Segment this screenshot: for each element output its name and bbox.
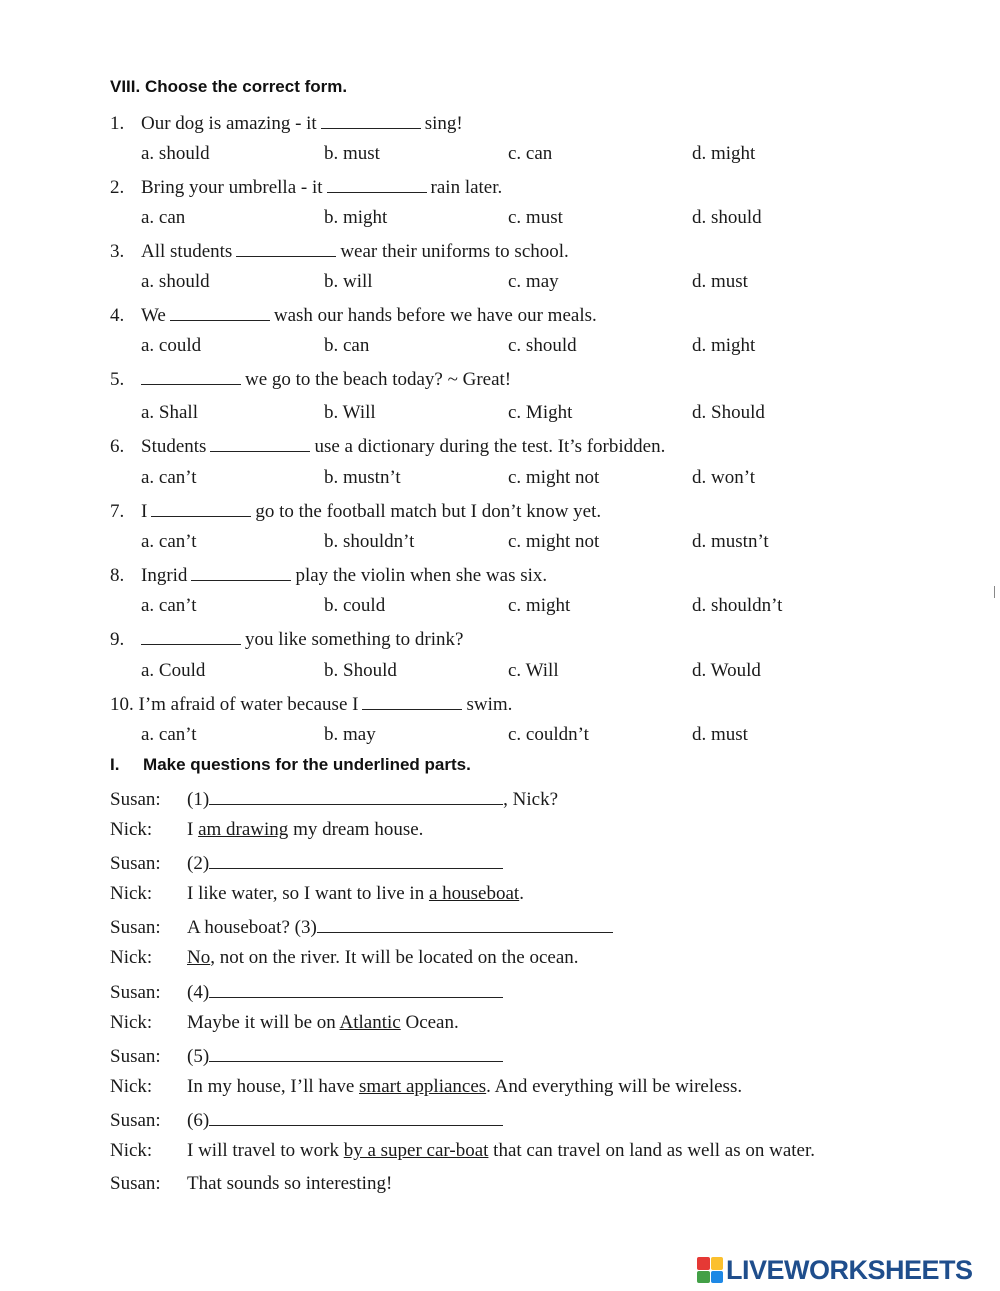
line-text: A houseboat? (3) [187,917,317,938]
answer-line[interactable] [317,915,613,933]
dialogue-line-3 [110,851,503,875]
option-d[interactable]: d. mustn’t [692,531,769,552]
answer-blank[interactable] [191,563,291,581]
dialogue-line-10 [110,1076,742,1098]
option-b[interactable]: b. might [324,207,388,228]
answer-line[interactable] [209,1108,503,1126]
answer-blank[interactable] [151,499,251,517]
logo-square-green [697,1271,710,1284]
question-number: 10. [110,694,134,715]
option-c[interactable]: c. must [508,207,563,228]
question-number: 5. [110,369,125,390]
line-text: That sounds so interesting! [187,1173,393,1194]
section-i-heading: I. Make questions for the underlined parts. [110,755,471,774]
option-d[interactable]: d. should [692,207,762,228]
dialogue-line-2 [110,819,423,841]
question-3 [110,239,569,263]
answer-blank[interactable] [170,303,270,321]
option-d[interactable]: d. must [692,271,748,292]
question-text-after: swim. [466,694,513,715]
question-text-after: use a dictionary during the test. It’s forbidden. [314,436,666,457]
speaker: Nick: [110,819,153,840]
answer-blank[interactable] [327,175,427,193]
option-d[interactable]: d. Should [692,402,765,423]
dialogue-line-8 [110,1012,459,1034]
underlined-part: Atlantic [339,1012,401,1033]
option-a[interactable]: a. can [141,207,186,228]
option-d[interactable]: d. shouldn’t [692,595,783,616]
speaker: Nick: [110,1076,153,1097]
question-text-after: sing! [424,113,463,134]
question-10 [110,692,512,716]
question-text-after: rain later. [430,177,503,198]
answer-blank[interactable] [210,434,310,452]
option-a[interactable]: a. should [141,143,210,164]
option-a[interactable]: a. should [141,271,210,292]
dialogue-line-5 [110,915,613,939]
question-number: 3. [110,241,125,262]
dialogue-line-4 [110,883,524,905]
dialogue-line-13 [110,1173,392,1195]
option-b[interactable]: b. Should [324,660,397,681]
line-text: (1) [187,789,210,810]
answer-line[interactable] [209,851,503,869]
question-text-after: you like something to drink? [245,629,464,650]
line-text: (2) [187,853,210,874]
option-d[interactable]: d. won’t [692,467,755,488]
question-text-before: I [141,501,148,522]
option-b[interactable]: b. will [324,271,373,292]
option-b[interactable]: b. can [324,335,370,356]
option-c[interactable]: c. should [508,335,577,356]
line-text: In my house, I’ll have [187,1076,360,1097]
question-5 [110,367,511,391]
question-text-after: wear their uniforms to school. [340,241,569,262]
line-text: (6) [187,1110,210,1131]
question-4 [110,303,597,327]
option-b[interactable]: b. may [324,724,376,745]
option-d[interactable]: d. Would [692,660,761,681]
question-number: 8. [110,565,125,586]
speaker: Nick: [110,947,153,968]
line-text-after: , Nick? [503,789,559,810]
question-number: 6. [110,436,125,457]
question-text-before: All students [141,241,233,262]
option-c[interactable]: c. might not [508,531,600,552]
speaker: Susan: [110,1173,161,1194]
speaker: Susan: [110,1046,161,1067]
line-text-after: . And everything will be wireless. [486,1076,743,1097]
question-6 [110,434,665,458]
question-text-before: Bring your umbrella - it [141,177,323,198]
line-text: Maybe it will be on [187,1012,340,1033]
option-a[interactable]: a. can’t [141,531,197,552]
answer-line[interactable] [209,787,503,805]
question-text-before: Ingrid [141,565,188,586]
option-c[interactable]: c. Might [508,402,573,423]
answer-blank[interactable] [141,367,241,385]
line-text-after: . [519,883,524,904]
option-a[interactable]: a. can’t [141,595,197,616]
option-b[interactable]: b. must [324,143,380,164]
question-7 [110,499,601,523]
option-c[interactable]: c. Will [508,660,559,681]
option-b[interactable]: b. mustn’t [324,467,401,488]
underlined-part: am drawing [198,819,289,840]
option-c[interactable]: c. couldn’t [508,724,589,745]
option-a[interactable]: a. can’t [141,724,197,745]
question-number: 2. [110,177,125,198]
answer-line[interactable] [209,1044,503,1062]
question-2 [110,175,502,199]
stray-mark [994,586,995,598]
option-a[interactable]: a. Shall [141,402,198,423]
underlined-part: smart appliances [359,1076,487,1097]
line-text-after: that can travel on land as well as on water. [488,1140,816,1161]
option-a[interactable]: a. Could [141,660,206,681]
question-text-before: Students [141,436,207,457]
option-a[interactable]: a. can’t [141,467,197,488]
speaker: Nick: [110,883,153,904]
option-d[interactable]: d. might [692,143,756,164]
speaker: Nick: [110,1140,153,1161]
line-text-after: , not on the river. It will be located on the ocean. [210,947,579,968]
option-c[interactable]: c. might not [508,467,600,488]
speaker: Susan: [110,1110,161,1131]
speaker: Nick: [110,1012,153,1033]
underlined-part: a houseboat [428,883,520,904]
question-text-before: We [141,305,166,326]
logo-text: LIVEWORKSHEETS [726,1254,973,1285]
question-number: 9. [110,629,125,650]
line-text: I [187,819,199,840]
line-text: (5) [187,1046,210,1067]
question-9 [110,627,463,651]
option-b[interactable]: b. could [324,595,386,616]
dialogue-line-7 [110,980,503,1004]
speaker: Susan: [110,982,161,1003]
answer-blank[interactable] [141,627,241,645]
speaker: Susan: [110,917,161,938]
question-number: 1. [110,113,125,134]
dialogue-line-1 [110,787,558,811]
question-number: 4. [110,305,125,326]
option-d[interactable]: d. might [692,335,756,356]
speaker: Susan: [110,853,161,874]
option-a[interactable]: a. could [141,335,202,356]
answer-blank[interactable] [321,111,421,129]
question-text-after: wash our hands before we have our meals. [273,305,597,326]
option-b[interactable]: b. shouldn’t [324,531,415,552]
logo-mark-icon [697,1257,723,1283]
line-text-after: my dream house. [288,819,424,840]
option-c[interactable]: c. can [508,143,553,164]
logo-square-yellow [711,1257,724,1270]
option-c[interactable]: c. might [508,595,571,616]
question-8 [110,563,547,587]
question-text-after: we go to the beach today? ~ Great! [245,369,512,390]
question-text-after: play the violin when she was six. [295,565,548,586]
option-c[interactable]: c. may [508,271,559,292]
line-text: (4) [187,982,210,1003]
line-text-after: Ocean. [400,1012,459,1033]
dialogue-line-9 [110,1044,503,1068]
dialogue-line-11 [110,1108,503,1132]
question-text-before: Our dog is amazing - it [141,113,317,134]
answer-blank[interactable] [236,239,336,257]
underlined-part: No [187,947,211,968]
question-number: 7. [110,501,125,522]
option-d[interactable]: d. must [692,724,748,745]
logo-square-blue [711,1271,724,1284]
question-text-after: go to the football match but I don’t know yet. [255,501,602,522]
logo-square-red [697,1257,710,1270]
answer-line[interactable] [209,980,503,998]
line-text: I like water, so I want to live in [187,883,429,904]
section-viii-heading: VIII. Choose the correct form. [110,77,348,96]
dialogue-line-12 [110,1140,815,1162]
underlined-part: by a super car-boat [343,1140,489,1161]
option-b[interactable]: b. Will [324,402,376,423]
line-text: I will travel to work [187,1140,344,1161]
question-1 [110,111,463,135]
question-text-before: I’m afraid of water because I [138,694,359,715]
answer-blank[interactable] [362,692,462,710]
dialogue-line-6 [110,947,579,969]
liveworksheets-logo[interactable] [697,1254,973,1286]
speaker: Susan: [110,789,161,810]
